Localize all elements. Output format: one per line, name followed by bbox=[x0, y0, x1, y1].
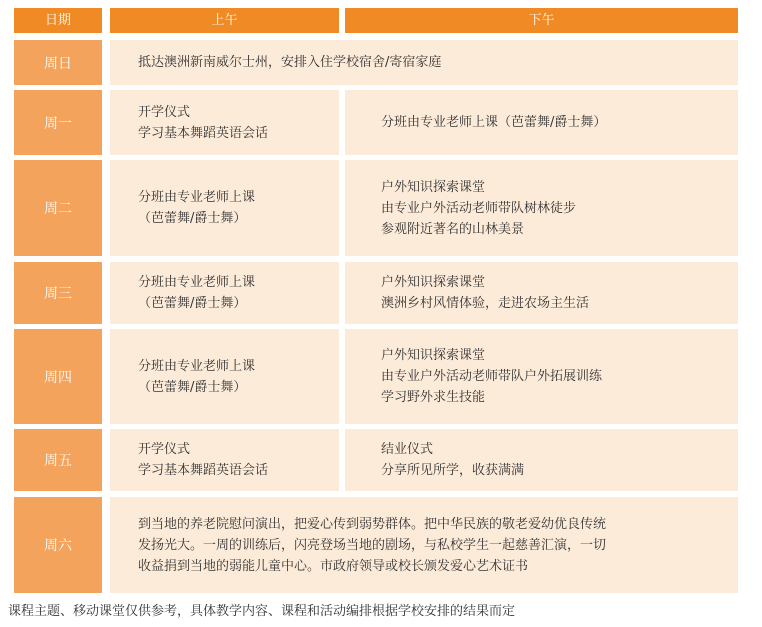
schedule-row bbox=[14, 429, 738, 491]
header-morning: 上午 bbox=[110, 8, 339, 33]
morning-cell-line: 分班由专业老师上课 bbox=[138, 358, 256, 374]
morning-cell-line: 学习基本舞蹈英语会话 bbox=[138, 463, 269, 478]
afternoon-cell bbox=[345, 262, 738, 324]
schedule-row bbox=[14, 497, 738, 593]
afternoon-cell-line: 由专业户外活动老师带队树林徒步 bbox=[381, 200, 577, 216]
afternoon-cell-line: 户外知识探索课堂 bbox=[381, 179, 486, 195]
day-label: 周日 bbox=[14, 40, 102, 85]
full-day-cell bbox=[110, 497, 738, 593]
afternoon-cell bbox=[345, 429, 738, 491]
morning-cell-line: （芭蕾舞/爵士舞） bbox=[138, 379, 247, 395]
schedule-row bbox=[14, 329, 738, 424]
morning-cell bbox=[110, 262, 339, 324]
afternoon-cell-line: 分班由专业老师上课（芭蕾舞/爵士舞） bbox=[381, 115, 607, 130]
schedule-row bbox=[14, 40, 738, 85]
full-day-cell-line: 到当地的养老院慰问演出，把爱心传到弱势群体。把中华民族的敬老爱幼优良传统 bbox=[138, 516, 607, 532]
afternoon-cell-line: 户外知识探索课堂 bbox=[381, 275, 486, 290]
day-label: 周一 bbox=[14, 90, 102, 155]
full-day-cell-line: 发扬光大。一周的训练后，闪亮登场当地的剧场，与私校学生一起慈善汇演，一切 bbox=[138, 537, 607, 553]
morning-cell-line: （芭蕾舞/爵士舞） bbox=[138, 211, 247, 226]
day-label: 周五 bbox=[14, 429, 102, 491]
full-day-cell-line: 抵达澳洲新南威尔士州，安排入住学校宿舍/寄宿家庭 bbox=[138, 55, 442, 70]
afternoon-cell-line: 由专业户外活动老师带队户外拓展训练 bbox=[381, 369, 603, 384]
afternoon-cell bbox=[345, 160, 738, 256]
day-label: 周六 bbox=[14, 497, 102, 593]
day-label: 周三 bbox=[14, 262, 102, 324]
morning-cell-line: 开学仪式 bbox=[138, 104, 191, 120]
header-afternoon: 下午 bbox=[345, 8, 738, 33]
full-day-cell bbox=[110, 40, 738, 85]
morning-cell-line: 学习基本舞蹈英语会话 bbox=[138, 125, 269, 141]
afternoon-cell-line: 户外知识探索课堂 bbox=[381, 348, 486, 363]
day-label: 周四 bbox=[14, 329, 102, 424]
morning-cell bbox=[110, 160, 339, 256]
day-label: 周二 bbox=[14, 160, 102, 256]
afternoon-cell bbox=[345, 90, 738, 155]
morning-cell-line: 分班由专业老师上课 bbox=[138, 190, 256, 205]
footnote: 课程主题、移动课堂仅供参考，具体教学内容、课程和活动编排根据学校安排的结果而定 bbox=[8, 604, 516, 619]
full-day-cell-line: 收益捐到当地的弱能儿童中心。市政府领导或校长颁发爱心艺术证书 bbox=[138, 558, 529, 574]
morning-cell-line: 分班由专业老师上课 bbox=[138, 275, 256, 290]
schedule-row bbox=[14, 262, 738, 324]
header-day: 日期 bbox=[14, 8, 102, 33]
schedule-row bbox=[14, 160, 738, 256]
afternoon-cell-line: 澳洲乡村风情体验，走进农场主生活 bbox=[381, 296, 590, 311]
morning-cell bbox=[110, 329, 339, 424]
morning-cell bbox=[110, 90, 339, 155]
morning-cell-line: （芭蕾舞/爵士舞） bbox=[138, 296, 247, 311]
afternoon-cell-line: 学习野外求生技能 bbox=[381, 390, 486, 405]
afternoon-cell-line: 参观附近著名的山林美景 bbox=[381, 221, 525, 237]
schedule-row bbox=[14, 90, 738, 155]
afternoon-cell bbox=[345, 329, 738, 424]
afternoon-cell-line: 结业仪式 bbox=[381, 442, 434, 457]
afternoon-cell-line: 分享所见所学，收获满满 bbox=[381, 463, 525, 478]
morning-cell bbox=[110, 429, 339, 491]
morning-cell-line: 开学仪式 bbox=[138, 442, 191, 457]
